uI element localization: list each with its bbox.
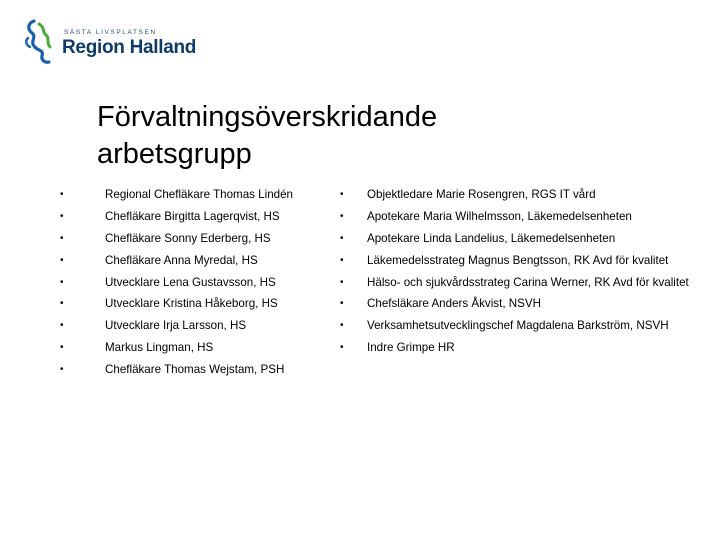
bullet-icon: • [60, 211, 64, 223]
member-text: Chefläkare Anna Myredal, HS [105, 253, 258, 267]
slide-title [97, 99, 657, 173]
logo-brand-name: Region Halland [62, 37, 197, 58]
bullet-icon: • [60, 298, 64, 310]
list-item [340, 206, 710, 228]
list-item [340, 337, 710, 359]
bullet-icon: • [60, 189, 64, 201]
member-text: Regional Chefläkare Thomas Lindén [105, 188, 293, 202]
bullet-icon: • [340, 254, 344, 266]
list-item [340, 184, 710, 206]
list-item [60, 271, 335, 293]
bullet-icon: • [60, 363, 64, 375]
list-item [60, 228, 335, 250]
list-item [60, 358, 335, 380]
logo-tagline: SÄSTA LIVSPLATSEN [64, 29, 157, 36]
bullet-icon: • [340, 341, 344, 353]
member-text: Chefläkare Sonny Ederberg, HS [105, 231, 271, 245]
member-text: Utvecklare Kristina Håkeborg, HS [105, 297, 278, 311]
bullet-icon: • [60, 232, 64, 244]
list-item [60, 293, 335, 315]
member-text: Indre Grimpe HR [367, 340, 455, 354]
list-item [60, 184, 335, 206]
member-text: Objektledare Marie Rosengren, RGS IT vård [367, 188, 596, 202]
member-text: Läkemedelsstrateg Magnus Bengtsson, RK Avd för kvalitet [367, 253, 669, 267]
bullet-icon: • [60, 320, 64, 332]
bullet-icon: • [340, 232, 344, 244]
slide-title-line-1: Förvaltningsöverskridande [97, 101, 438, 133]
members-list-right [340, 184, 710, 358]
bullet-icon: • [60, 254, 64, 266]
bullet-icon: • [340, 320, 344, 332]
list-item [340, 228, 710, 250]
member-text: Utvecklare Irja Larsson, HS [105, 319, 247, 333]
member-text: Chefläkare Thomas Wejstam, PSH [105, 362, 285, 376]
member-text: Chefsläkare Anders Åkvist, NSVH [367, 297, 541, 311]
bullet-icon: • [340, 211, 344, 223]
region-halland-logo [22, 18, 197, 66]
member-text: Verksamhetsutvecklingschef Magdalena Barkström, NSVH [367, 319, 669, 333]
list-item [60, 337, 335, 359]
member-text: Apotekare Maria Wilhelmsson, Läkemedelsenheten [367, 210, 632, 224]
member-text: Apotekare Linda Landelius, Läkemedelsenheten [367, 231, 616, 245]
list-item [60, 315, 335, 337]
bullet-icon: • [60, 276, 64, 288]
list-item [340, 293, 710, 315]
members-list-left [60, 184, 335, 380]
list-item [340, 271, 710, 293]
bullet-icon: • [340, 298, 344, 310]
member-text: Utvecklare Lena Gustavsson, HS [105, 275, 276, 289]
list-item [60, 206, 335, 228]
region-halland-logo-mark-icon [22, 18, 62, 66]
member-text: Markus Lingman, HS [105, 340, 214, 354]
list-item [340, 315, 710, 337]
member-text: Chefläkare Birgitta Lagerqvist, HS [105, 210, 280, 224]
member-text: Hälso- och sjukvårdsstrateg Carina Werner, RK Avd för kvalitet [367, 275, 689, 289]
bullet-icon: • [60, 341, 64, 353]
bullet-icon: • [340, 276, 344, 288]
slide-title-line-2: arbetsgrupp [97, 138, 252, 170]
bullet-icon: • [340, 189, 344, 201]
list-item [340, 249, 710, 271]
list-item [60, 249, 335, 271]
